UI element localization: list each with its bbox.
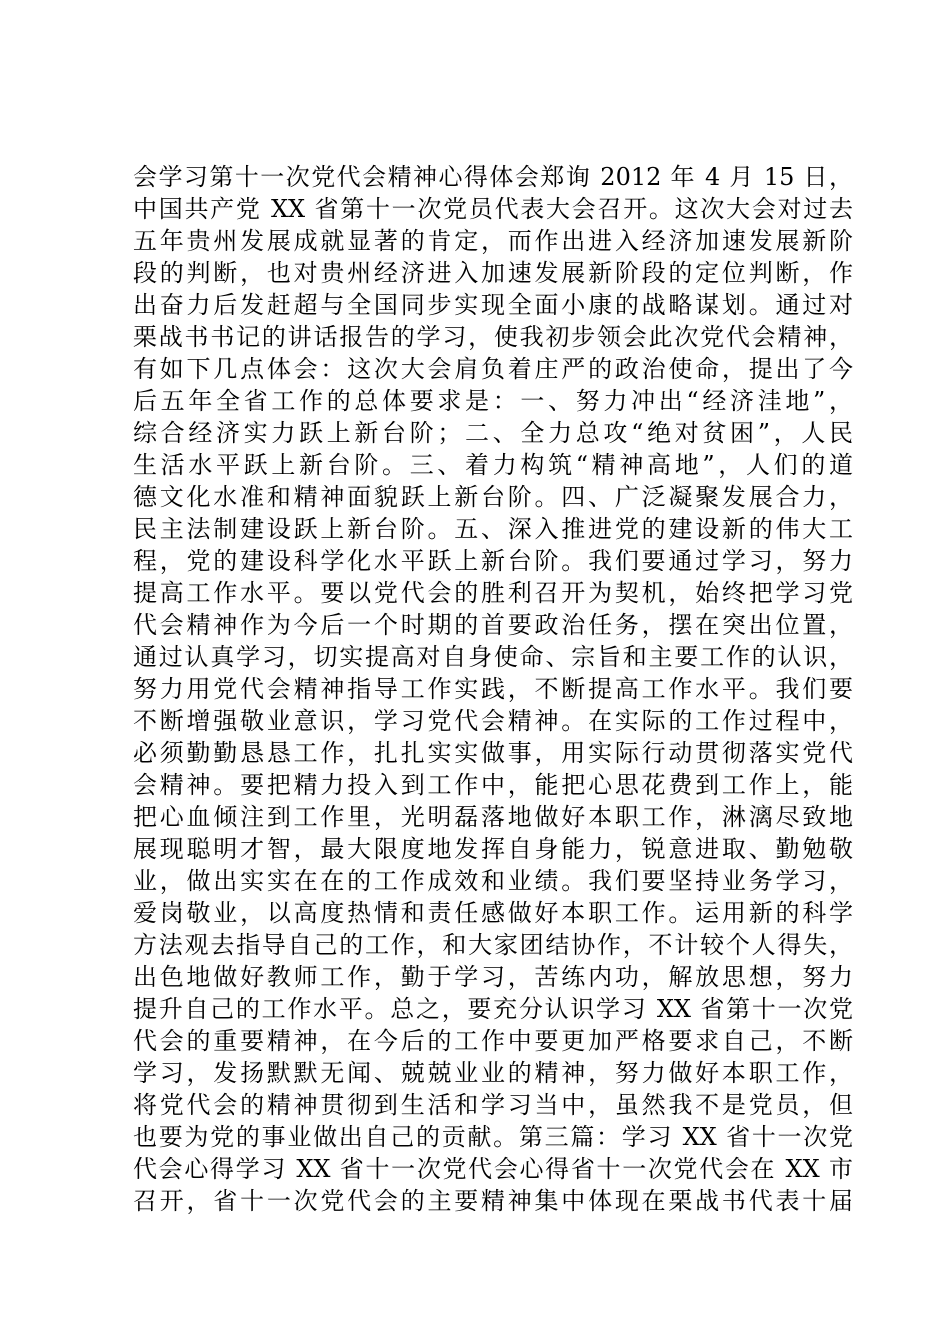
body-text (133, 161, 853, 1217)
text-line: 必须勤勤恳恳工作，扎扎实实做事，用实际行动贯彻落实党代 (133, 739, 853, 767)
text-line: 生活水平跃上新台阶。三、着力构筑“精神高地”，人们的道 (133, 451, 853, 479)
text-line: 会精神。要把精力投入到工作中，能把心思花费到工作上，能 (133, 771, 853, 799)
text-line: 中国共产党 XX 省第十一次党员代表大会召开。这次大会对过去 (133, 195, 853, 223)
text-line: 代会心得学习 XX 省十一次党代会心得省十一次党代会在 XX 市 (133, 1155, 853, 1183)
text-line: 代会精神作为今后一个时期的首要政治任务，摆在突出位置， (133, 611, 853, 639)
text-line: 综合经济实力跃上新台阶；二、全力总攻“绝对贫困”，人民 (133, 419, 853, 447)
text-line: 提升自己的工作水平。总之，要充分认识学习 XX 省第十一次党 (133, 995, 853, 1023)
text-line: 栗战书书记的讲话报告的学习，使我初步领会此次党代会精神， (133, 323, 853, 351)
text-line: 方法观去指导自己的工作，和大家团结协作，不计较个人得失， (133, 931, 853, 959)
text-line: 努力用党代会精神指导工作实践，不断提高工作水平。我们要 (133, 675, 853, 703)
text-line: 段的判断，也对贵州经济进入加速发展新阶段的定位判断，作 (133, 259, 853, 287)
text-line: 不断增强敬业意识，学习党代会精神。在实际的工作过程中， (133, 707, 853, 735)
text-line: 有如下几点体会：这次大会肩负着庄严的政治使命，提出了今 (133, 355, 853, 383)
text-line: 提高工作水平。要以党代会的胜利召开为契机，始终把学习党 (133, 579, 853, 607)
text-line: 会学习第十一次党代会精神心得体会郑询 2012 年 4 月 15 日， (133, 163, 853, 191)
text-line: 业，做出实实在在的工作成效和业绩。我们要坚持业务学习， (133, 867, 853, 895)
text-line: 展现聪明才智，最大限度地发挥自身能力，锐意进取、勤勉敬 (133, 835, 853, 863)
text-line: 也要为党的事业做出自己的贡献。第三篇：学习 XX 省十一次党 (133, 1123, 853, 1151)
text-line: 通过认真学习，切实提高对自身使命、宗旨和主要工作的认识， (133, 643, 853, 671)
text-line: 德文化水准和精神面貌跃上新台阶。四、广泛凝聚发展合力， (133, 483, 853, 511)
text-line: 爱岗敬业，以高度热情和责任感做好本职工作。运用新的科学 (133, 899, 853, 927)
text-line: 代会的重要精神，在今后的工作中要更加严格要求自己，不断 (133, 1027, 853, 1055)
text-line: 民主法制建设跃上新台阶。五、深入推进党的建设新的伟大工 (133, 515, 853, 543)
text-line: 出色地做好教师工作，勤于学习，苦练内功，解放思想，努力 (133, 963, 853, 991)
text-line: 将党代会的精神贯彻到生活和学习当中，虽然我不是党员，但 (133, 1091, 853, 1119)
text-line: 召开，省十一次党代会的主要精神集中体现在栗战书代表十届 (133, 1187, 853, 1215)
text-line: 出奋力后发赶超与全国同步实现全面小康的战略谋划。通过对 (133, 291, 853, 319)
text-line: 学习，发扬默默无闻、兢兢业业的精神，努力做好本职工作， (133, 1059, 853, 1087)
text-line: 程，党的建设科学化水平跃上新台阶。我们要通过学习，努力 (133, 547, 853, 575)
text-line: 后五年全省工作的总体要求是：一、努力冲出“经济洼地”， (133, 387, 853, 415)
text-line: 五年贵州发展成就显著的肯定，而作出进入经济加速发展新阶 (133, 227, 853, 255)
text-line: 把心血倾注到工作里，光明磊落地做好本职工作，淋漓尽致地 (133, 803, 853, 831)
